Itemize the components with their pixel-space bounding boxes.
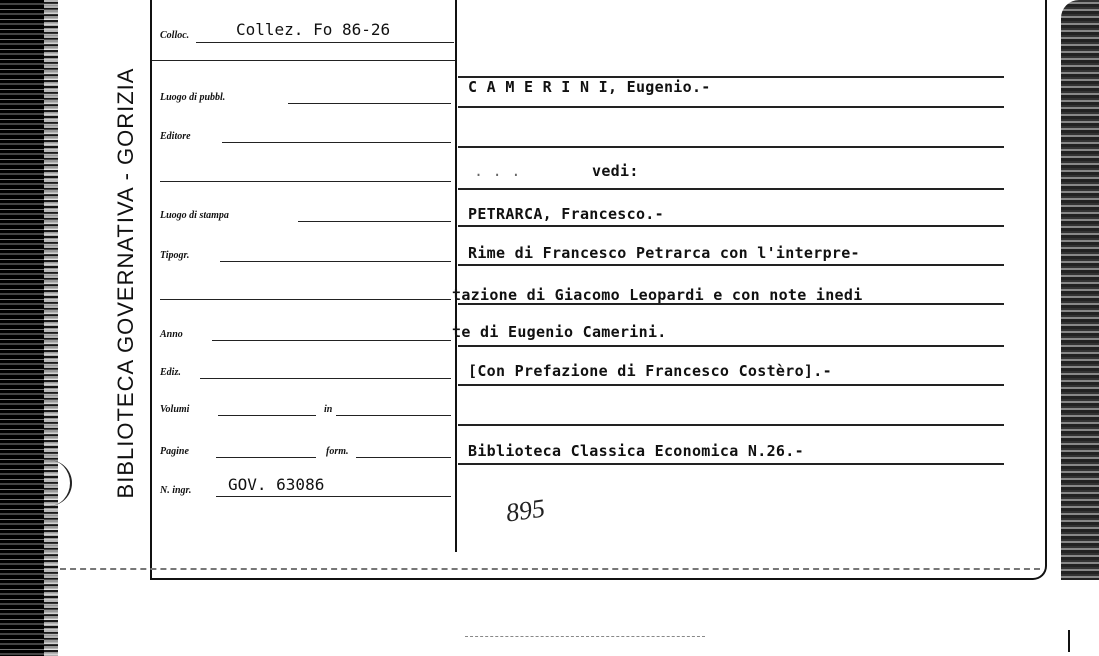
- form-line: [356, 457, 451, 458]
- tipogr-line: [220, 261, 451, 262]
- label-pagine: Pagine: [160, 446, 189, 457]
- label-collocazione: Colloc.: [160, 30, 190, 41]
- label-in: in: [324, 404, 333, 415]
- rule-2: [458, 106, 1004, 108]
- label-editore: Editore: [160, 131, 191, 142]
- scan-right-edge: [1061, 0, 1099, 580]
- bracket-mark: [48, 460, 72, 506]
- handwritten-number: 895: [504, 493, 547, 528]
- pagine-line: [216, 457, 316, 458]
- label-ediz: Ediz.: [160, 367, 181, 378]
- rule-11: [458, 463, 1004, 465]
- rule-8: [458, 345, 1004, 347]
- collocazione-underline: [234, 42, 454, 43]
- library-name: BIBLIOTECA GOVERNATIVA - GORIZIA: [113, 67, 138, 499]
- scan-tick: [1068, 630, 1070, 652]
- rule-10: [458, 424, 1004, 426]
- luogo-pubbl-line: [288, 103, 451, 104]
- n-ingr-value: GOV. 63086: [228, 475, 325, 494]
- title-line-1: Rime di Francesco Petrarca con l'interpre-: [468, 244, 860, 262]
- label-luogo-pubbl: Luogo di pubbl.: [160, 92, 226, 103]
- rule-4: [458, 188, 1004, 190]
- card-divider: [455, 0, 457, 552]
- collocazione-value: Collez. Fo 86-26: [236, 20, 391, 39]
- in-line: [336, 415, 451, 416]
- scan-dash: [465, 636, 705, 637]
- rule-3: [458, 146, 1004, 148]
- volumi-line: [218, 415, 316, 416]
- rule-9: [458, 384, 1004, 386]
- n-ingr-line: [216, 496, 451, 497]
- vedi-label: vedi:: [592, 162, 639, 180]
- card-bottom-shadow: [60, 568, 1040, 570]
- label-form: form.: [326, 446, 349, 457]
- label-n-ingr: N. ingr.: [160, 485, 192, 496]
- title-line-2: tazione di Giacomo Leopardi e con note inedi: [452, 286, 863, 304]
- collocazione-line: [196, 42, 234, 43]
- vedi-prefix: . . .: [474, 162, 521, 180]
- label-anno: Anno: [160, 329, 183, 340]
- rule-5: [458, 225, 1004, 227]
- label-tipogr: Tipogr.: [160, 250, 190, 261]
- anno-line: [212, 340, 451, 341]
- rule-6: [458, 264, 1004, 266]
- entry-author: PETRARCA, Francesco.-: [468, 205, 664, 223]
- scan-left-edge: [0, 0, 58, 656]
- title-line-3: te di Eugenio Camerini.: [452, 323, 667, 341]
- editore-line: [222, 142, 451, 143]
- entry-heading: C A M E R I N I, Eugenio.-: [468, 78, 711, 96]
- editore-line-2: [160, 181, 451, 182]
- box-line-1: [152, 60, 455, 61]
- label-volumi: Volumi: [160, 404, 190, 415]
- tipogr-line-2: [160, 299, 451, 300]
- title-line-4: [Con Prefazione di Francesco Costèro].-: [468, 362, 832, 380]
- label-luogo-stampa: Luogo di stampa: [160, 210, 229, 221]
- ediz-line: [200, 378, 451, 379]
- series-line: Biblioteca Classica Economica N.26.-: [468, 442, 804, 460]
- luogo-stampa-line: [298, 221, 451, 222]
